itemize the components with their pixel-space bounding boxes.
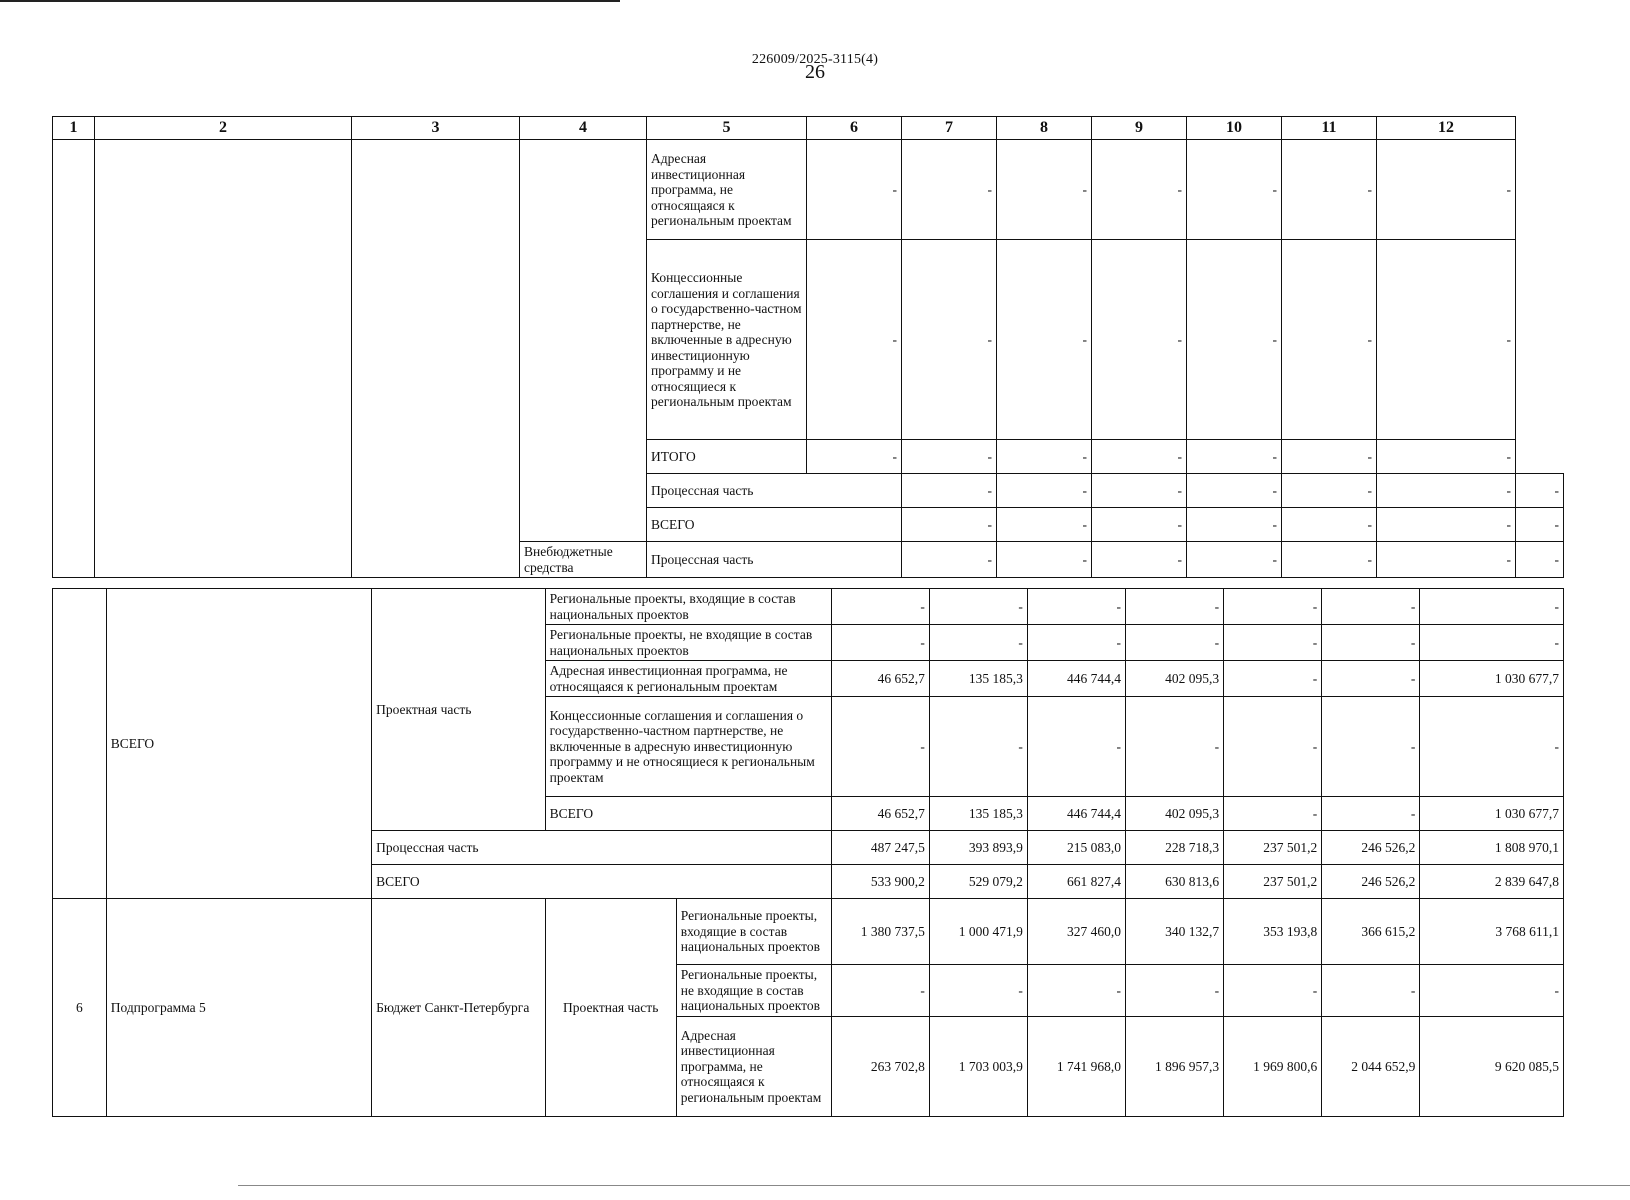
column-header: 11 — [1282, 117, 1377, 140]
row-label: Процессная часть — [647, 542, 902, 578]
value-cell: - — [1027, 589, 1125, 625]
value-cell: - — [902, 140, 997, 240]
value-cell: - — [929, 697, 1027, 797]
value-cell: - — [997, 508, 1092, 542]
value-cell: 1 000 471,9 — [929, 899, 1027, 965]
value-cell: - — [1092, 474, 1187, 508]
value-cell: - — [1027, 625, 1125, 661]
value-cell: - — [1027, 965, 1125, 1017]
value-cell: 327 460,0 — [1027, 899, 1125, 965]
value-cell: 9 620 085,5 — [1420, 1017, 1564, 1117]
row-label: Адресная инвестиционная программа, не относящаяся к региональным проектам — [647, 140, 807, 240]
value-cell: - — [902, 240, 997, 440]
value-cell: 135 185,3 — [929, 797, 1027, 831]
value-cell: 263 702,8 — [831, 1017, 929, 1117]
value-cell: 237 501,2 — [1224, 831, 1322, 865]
column-header: 2 — [95, 117, 352, 140]
value-cell: - — [807, 140, 902, 240]
value-cell: 1 703 003,9 — [929, 1017, 1027, 1117]
value-cell: - — [929, 965, 1027, 1017]
value-cell: - — [1092, 542, 1187, 578]
row-label: Региональные проекты, входящие в состав национальных проектов — [545, 589, 831, 625]
column-header: 5 — [647, 117, 807, 140]
value-cell: - — [1224, 697, 1322, 797]
value-cell: 1 741 968,0 — [1027, 1017, 1125, 1117]
total-label: ВСЕГО — [106, 589, 371, 899]
value-cell: - — [1322, 697, 1420, 797]
value-cell: - — [1516, 474, 1564, 508]
table-row — [53, 589, 1564, 625]
value-cell: - — [1187, 542, 1282, 578]
row-label: Концессионные соглашения и соглашения о государственно-частном партнерстве, не включенные в адресную инвестиционную программу и не относящиеся к региональным проектам — [545, 697, 831, 797]
value-cell: - — [1092, 240, 1187, 440]
value-cell: - — [1377, 474, 1516, 508]
value-cell: - — [1282, 508, 1377, 542]
value-cell: - — [1224, 661, 1322, 697]
row-label: Региональные проекты, не входящие в состав национальных проектов — [676, 965, 831, 1017]
value-cell: - — [1126, 697, 1224, 797]
value-cell: - — [997, 240, 1092, 440]
column-header: 3 — [352, 117, 520, 140]
value-cell: 533 900,2 — [831, 865, 929, 899]
scan-edge-top — [0, 0, 620, 2]
value-cell: - — [1126, 625, 1224, 661]
row-label: Процессная часть — [647, 474, 902, 508]
document-id: 226009/2025-3115(4) — [751, 52, 879, 67]
value-cell: - — [902, 440, 997, 474]
value-cell: - — [1322, 661, 1420, 697]
value-cell: - — [997, 474, 1092, 508]
value-cell: - — [807, 240, 902, 440]
value-cell: - — [831, 625, 929, 661]
column-header: 9 — [1092, 117, 1187, 140]
value-cell: - — [1420, 965, 1564, 1017]
value-cell: - — [1282, 542, 1377, 578]
value-cell: 529 079,2 — [929, 865, 1027, 899]
value-cell: 228 718,3 — [1126, 831, 1224, 865]
cell-col3-empty — [352, 140, 520, 578]
value-cell: 366 615,2 — [1322, 899, 1420, 965]
value-cell: - — [902, 542, 997, 578]
value-cell: - — [1377, 508, 1516, 542]
value-cell: 393 893,9 — [929, 831, 1027, 865]
value-cell: - — [1187, 140, 1282, 240]
subprogram-label: Подпрограмма 5 — [106, 899, 371, 1117]
value-cell: - — [831, 965, 929, 1017]
value-cell: - — [1092, 140, 1187, 240]
cell-col1-empty — [53, 589, 107, 899]
cell-col1-empty — [53, 140, 95, 578]
value-cell: 1 808 970,1 — [1420, 831, 1564, 865]
scan-edge-bottom — [238, 1185, 1630, 1186]
value-cell: - — [1027, 697, 1125, 797]
value-cell: 487 247,5 — [831, 831, 929, 865]
value-cell: - — [1282, 440, 1377, 474]
value-cell: - — [1516, 508, 1564, 542]
row-label: Процессная часть — [372, 831, 832, 865]
value-cell: - — [1224, 589, 1322, 625]
column-header: 8 — [997, 117, 1092, 140]
value-cell: - — [1092, 508, 1187, 542]
row-label: ВСЕГО — [545, 797, 831, 831]
value-cell: - — [1187, 508, 1282, 542]
row-label: Адресная инвестиционная программа, не относящаяся к региональным проектам — [545, 661, 831, 697]
table-row — [53, 899, 1564, 965]
page-number: 26 — [805, 61, 825, 83]
value-cell: - — [831, 589, 929, 625]
value-cell: - — [1187, 440, 1282, 474]
row-label: Внебюджетные средства — [520, 542, 647, 578]
budget-table-lower — [52, 588, 1564, 1117]
row-number: 6 — [53, 899, 107, 1117]
column-header: 7 — [902, 117, 997, 140]
value-cell: 446 744,4 — [1027, 797, 1125, 831]
value-cell: 402 095,3 — [1126, 797, 1224, 831]
value-cell: - — [1322, 625, 1420, 661]
column-header: 1 — [53, 117, 95, 140]
value-cell: 246 526,2 — [1322, 865, 1420, 899]
row-label: Региональные проекты, не входящие в состав национальных проектов — [545, 625, 831, 661]
column-header: 4 — [520, 117, 647, 140]
value-cell: - — [902, 508, 997, 542]
value-cell: 630 813,6 — [1126, 865, 1224, 899]
value-cell: - — [1322, 797, 1420, 831]
value-cell: - — [1282, 474, 1377, 508]
value-cell: - — [929, 589, 1027, 625]
row-label: Концессионные соглашения и соглашения о государственно-частном партнерстве, не включенные в адресную инвестиционную программу и не относящиеся к региональным проектам — [647, 240, 807, 440]
value-cell: - — [1322, 965, 1420, 1017]
value-cell: - — [1224, 965, 1322, 1017]
value-cell: 46 652,7 — [831, 797, 929, 831]
row-label: Адресная инвестиционная программа, не относящаяся к региональным проектам — [676, 1017, 831, 1117]
value-cell: - — [1420, 625, 1564, 661]
value-cell: 446 744,4 — [1027, 661, 1125, 697]
value-cell: 46 652,7 — [831, 661, 929, 697]
value-cell: 1 030 677,7 — [1420, 797, 1564, 831]
table-row — [53, 140, 1564, 240]
value-cell: - — [1187, 240, 1282, 440]
value-cell: - — [1187, 474, 1282, 508]
row-label: ВСЕГО — [372, 865, 832, 899]
value-cell: 661 827,4 — [1027, 865, 1125, 899]
value-cell: - — [1516, 542, 1564, 578]
value-cell: - — [831, 697, 929, 797]
value-cell: 1 969 800,6 — [1224, 1017, 1322, 1117]
cell-col4-empty — [520, 140, 647, 542]
row-label: Региональные проекты, входящие в состав национальных проектов — [676, 899, 831, 965]
project-part-label: Проектная часть — [372, 589, 546, 831]
value-cell: 2 044 652,9 — [1322, 1017, 1420, 1117]
value-cell: - — [1377, 240, 1516, 440]
column-header: 6 — [807, 117, 902, 140]
value-cell: - — [1322, 589, 1420, 625]
value-cell: - — [1092, 440, 1187, 474]
value-cell: - — [902, 474, 997, 508]
row-label: ИТОГО — [647, 440, 807, 474]
column-header: 10 — [1187, 117, 1282, 140]
value-cell: 402 095,3 — [1126, 661, 1224, 697]
value-cell: - — [1224, 797, 1322, 831]
value-cell: - — [1420, 697, 1564, 797]
value-cell: 353 193,8 — [1224, 899, 1322, 965]
value-cell: - — [1420, 589, 1564, 625]
value-cell: - — [1126, 965, 1224, 1017]
value-cell: - — [1377, 542, 1516, 578]
value-cell: - — [997, 440, 1092, 474]
value-cell: - — [997, 542, 1092, 578]
value-cell: - — [1377, 140, 1516, 240]
row-label: ВСЕГО — [647, 508, 902, 542]
value-cell: 135 185,3 — [929, 661, 1027, 697]
value-cell: 2 839 647,8 — [1420, 865, 1564, 899]
cell-col2-empty — [95, 140, 352, 578]
value-cell: 246 526,2 — [1322, 831, 1420, 865]
value-cell: 215 083,0 — [1027, 831, 1125, 865]
value-cell: - — [1224, 625, 1322, 661]
value-cell: 1 030 677,7 — [1420, 661, 1564, 697]
project-part-label: Проектная часть — [545, 899, 676, 1117]
value-cell: 340 132,7 — [1126, 899, 1224, 965]
value-cell: 237 501,2 — [1224, 865, 1322, 899]
value-cell: 3 768 611,1 — [1420, 899, 1564, 965]
value-cell: - — [1377, 440, 1516, 474]
budget-source-label: Бюджет Санкт-Петербурга — [372, 899, 546, 1117]
budget-table — [52, 116, 1564, 578]
value-cell: - — [929, 625, 1027, 661]
column-header: 12 — [1377, 117, 1516, 140]
value-cell: - — [807, 440, 902, 474]
value-cell: - — [1282, 140, 1377, 240]
value-cell: 1 380 737,5 — [831, 899, 929, 965]
value-cell: - — [1126, 589, 1224, 625]
value-cell: 1 896 957,3 — [1126, 1017, 1224, 1117]
value-cell: - — [1282, 240, 1377, 440]
value-cell: - — [997, 140, 1092, 240]
table-header-row — [53, 117, 1564, 140]
